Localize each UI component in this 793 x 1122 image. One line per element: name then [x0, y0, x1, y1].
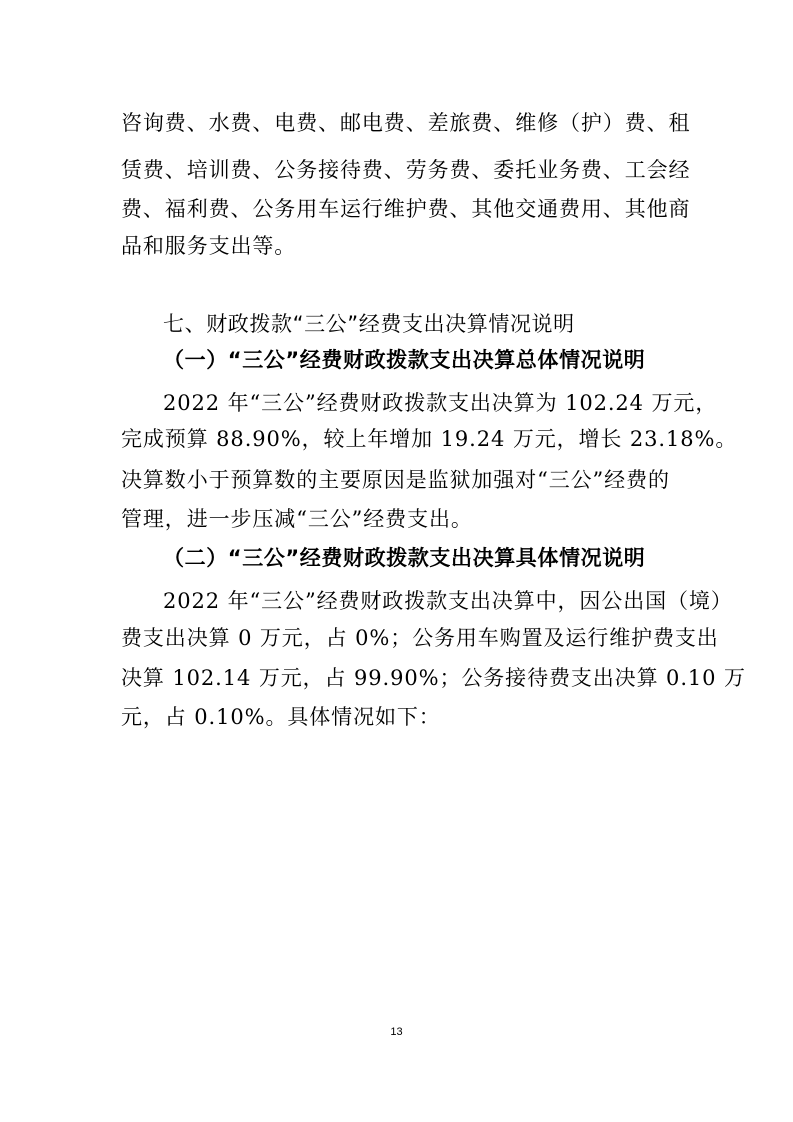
paragraph-line: 完成预算 88.90%，较上年增加 19.24 万元，增长 23.18%。: [121, 427, 738, 451]
paragraph-line: 费支出决算 0 万元，占 0%；公务用车购置及运行维护费支出: [121, 626, 719, 650]
page-number: 13: [390, 1026, 403, 1038]
paragraph-line: 2022 年“三公”经费财政拨款支出决算中，因公出国（境）: [163, 589, 733, 613]
paragraph-line: 管理，进一步压减“三公”经费支出。: [121, 507, 473, 531]
subsection-heading-1: （一）“三公”经费财政拨款支出决算总体情况说明: [163, 348, 646, 372]
paragraph-line: 费、福利费、公务用车运行维护费、其他交通费用、其他商: [121, 197, 691, 221]
paragraph-line: 决算数小于预算数的主要原因是监狱加强对“三公”经费的: [121, 468, 670, 492]
paragraph-line: 品和服务支出等。: [121, 234, 297, 258]
paragraph-line: 咨询费、水费、电费、邮电费、差旅费、维修（护）费、租: [121, 111, 691, 135]
paragraph-line: 元，占 0.10%。具体情况如下：: [121, 705, 441, 729]
paragraph-line: 赁费、培训费、公务接待费、劳务费、委托业务费、工会经: [121, 158, 691, 182]
paragraph-line: 决算 102.14 万元，占 99.90%；公务接待费支出决算 0.10 万: [121, 666, 746, 690]
section-heading: 七、财政拨款“三公”经费支出决算情况说明: [163, 312, 575, 336]
paragraph-line: 2022 年“三公”经费财政拨款支出决算为 102.24 万元，: [163, 391, 718, 415]
subsection-heading-2: （二）“三公”经费财政拨款支出决算具体情况说明: [163, 546, 646, 570]
